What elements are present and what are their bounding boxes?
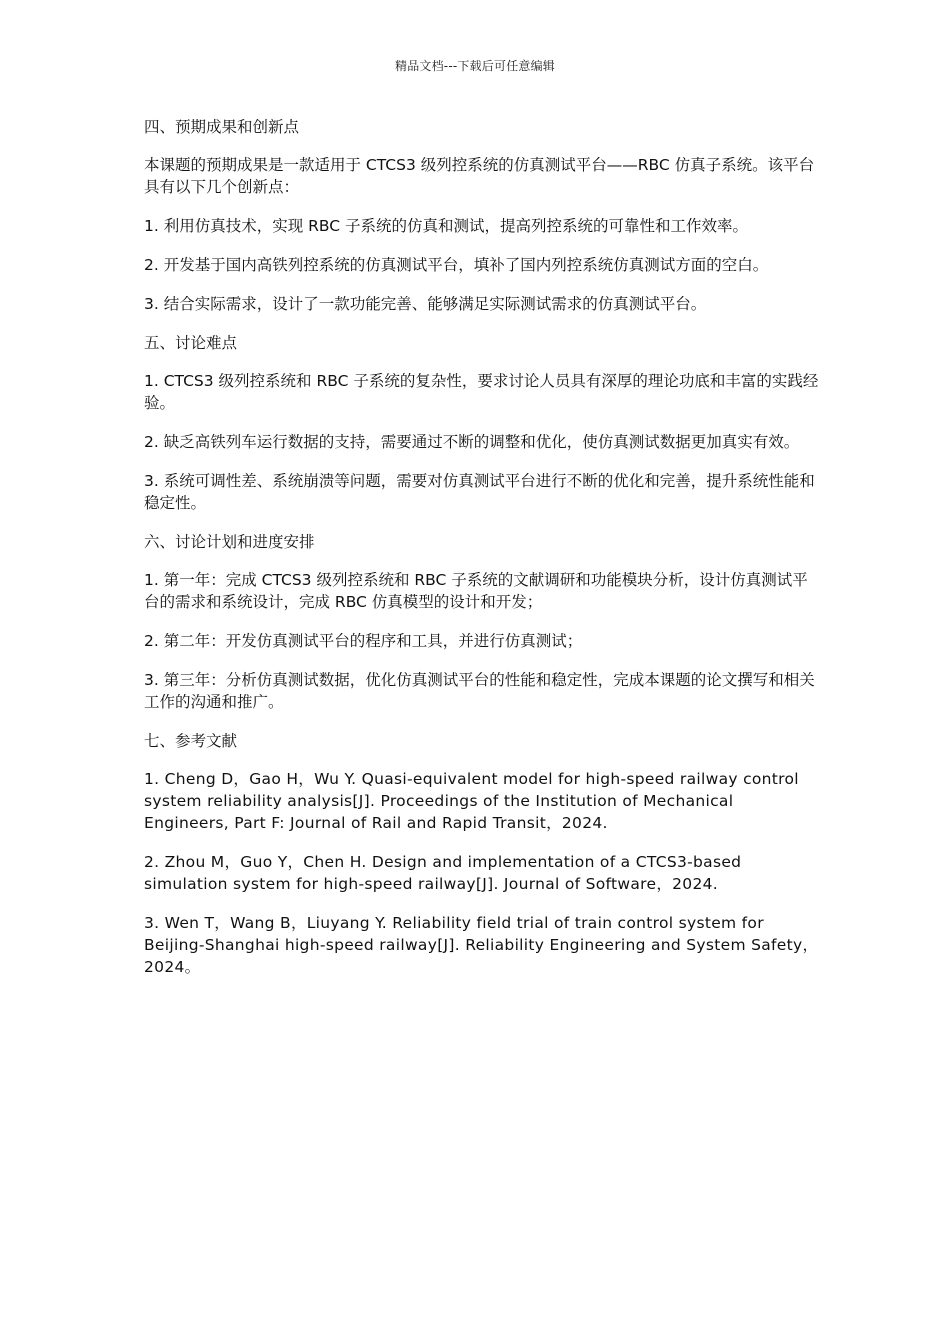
list-item-innovation-3: 3. 结合实际需求，设计了一款功能完善、能够满足实际测试需求的仿真测试平台。 <box>144 295 707 313</box>
section-heading-expected-results: 四、预期成果和创新点 <box>144 118 300 136</box>
section-heading-difficulties: 五、讨论难点 <box>144 334 238 352</box>
list-item-difficulty-1: 1. CTCS3 级列控系统和 RBC 子系统的复杂性，要求讨论人员具有深厚的理论功底和丰富的实践经验。 <box>144 372 819 412</box>
list-item-schedule-1: 1. 第一年：完成 CTCS3 级列控系统和 RBC 子系统的文献调研和功能模块分析，设计仿真测试平台的需求和系统设计，完成 RBC 仿真模型的设计和开发； <box>144 571 808 611</box>
page-header: 精品文档---下载后可任意编辑 <box>395 59 555 73</box>
list-item-difficulty-2: 2. 缺乏高铁列车运行数据的支持，需要通过不断的调整和优化，使仿真测试数据更加真实有效。 <box>144 433 800 451</box>
document-body <box>144 116 820 995</box>
reference-item-3: 3. Wen T，Wang B，Liuyang Y. Reliability field trial of train control system for Beijing-Shanghai high-speed railway[J]. Reliability Engineering and System Safety，2024。 <box>144 914 819 976</box>
reference-item-2: 2. Zhou M，Guo Y，Chen H. Design and implementation of a CTCS3-based simulation system for high-speed railway[J]. Journal of Software，2024. <box>144 853 742 893</box>
list-item-innovation-1: 1. 利用仿真技术，实现 RBC 子系统的仿真和测试，提高列控系统的可靠性和工作效率。 <box>144 217 749 235</box>
list-item-schedule-3: 3. 第三年：分析仿真测试数据，优化仿真测试平台的性能和稳定性，完成本课题的论文撰写和相关工作的沟通和推广。 <box>144 671 815 711</box>
reference-item-1: 1. Cheng D，Gao H，Wu Y. Quasi-equivalent model for high-speed railway control system reliability analysis[J]. Proceedings of the Institution of Mechanical Engineers, Part F: Journal of Rail and Rapid Transit，2024. <box>144 770 799 832</box>
list-item-schedule-2: 2. 第二年：开发仿真测试平台的程序和工具，并进行仿真测试； <box>144 632 583 650</box>
list-item-innovation-2: 2. 开发基于国内高铁列控系统的仿真测试平台，填补了国内列控系统仿真测试方面的空白。 <box>144 256 769 274</box>
section-heading-schedule: 六、讨论计划和进度安排 <box>144 533 315 551</box>
paragraph-expected-results-intro: 本课题的预期成果是一款适用于 CTCS3 级列控系统的仿真测试平台——RBC 仿真子系统。该平台具有以下几个创新点： <box>144 156 815 196</box>
section-heading-references: 七、参考文献 <box>144 732 238 750</box>
list-item-difficulty-3: 3. 系统可调性差、系统崩溃等问题，需要对仿真测试平台进行不断的优化和完善，提升系统性能和稳定性。 <box>144 472 815 512</box>
